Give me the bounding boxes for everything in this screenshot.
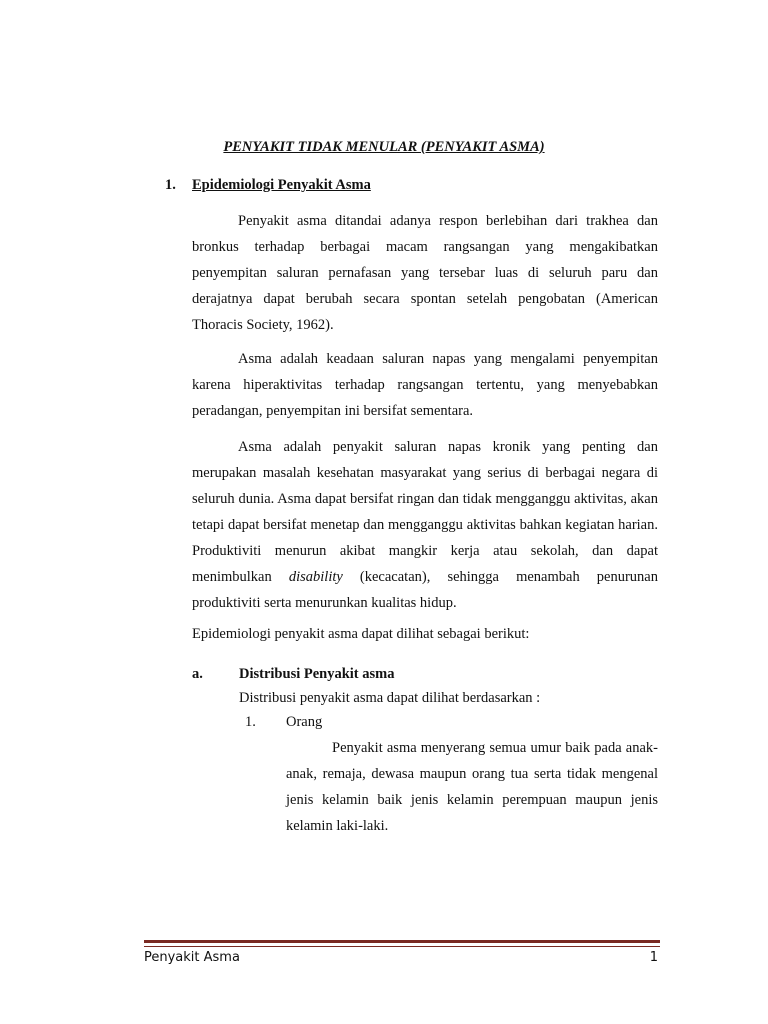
intro-line: Epidemiologi penyakit asma dapat dilihat sebagai berikut: [192,626,530,642]
list-item-title: Orang [286,714,323,730]
list-item-paragraph: Penyakit asma menyerang semua umur baik pada anak-anak, remaja, dewasa maupun orang tua serta tidak mengenal jenis kelamin baik jenis kelamin perempuan maupun jenis kelamin laki-laki. [286,740,658,834]
subsection-letter: a. [192,666,203,682]
subsection-title: Distribusi Penyakit asma [239,666,395,682]
footer-divider-thick [144,940,660,943]
paragraph-3 [192,434,658,616]
subsection-text: Distribusi penyakit asma dapat dilihat berdasarkan : [239,690,541,706]
paragraph-3-text-before: Asma adalah penyakit saluran napas kronik yang penting dan merupakan masalah kesehatan masyarakat yang serius di berbagai negara di seluruh dunia. Asma dapat bersifat ringan dan tidak mengganggu aktivitas, akan tetapi dapat bersifat menetap dan mengganggu aktivitas bahkan kegiatan harian. Produktiviti menurun akibat mangkir kerja atau sekolah, dan dapat menimbulkan [192,439,658,585]
paragraph-3-text-after: (kecacatan), sehingga menambah penurunan produktiviti serta menurunkan kualitas hidup. [192,569,658,611]
paragraph-1: Penyakit asma ditandai adanya respon berlebihan dari trakhea dan bronkus terhadap berbagai macam rangsangan yang mengakibatkan penyempitan saluran pernafasan yang tersebar luas di seluruh paru dan derajatnya dapat berubah secara spontan setelah pengobatan (American Thoracis Society, 1962). [192,213,658,333]
paragraph-2: Asma adalah keadaan saluran napas yang mengalami penyempitan karena hiperaktivitas terhadap rangsangan tertentu, yang menyebabkan peradangan, penyempitan ini bersifat sementara. [192,351,658,419]
list-item-number: 1. [245,714,256,730]
paragraph-3-italic-term: disability [288,569,343,585]
page-title: PENYAKIT TIDAK MENULAR (PENYAKIT ASMA) [223,139,545,155]
page-number: 1 [649,950,658,965]
section-title: Epidemiologi Penyakit Asma [192,177,371,193]
footer-divider-thin [144,946,660,947]
section-number: 1. [165,177,176,193]
footer-title: Penyakit Asma [144,950,240,965]
